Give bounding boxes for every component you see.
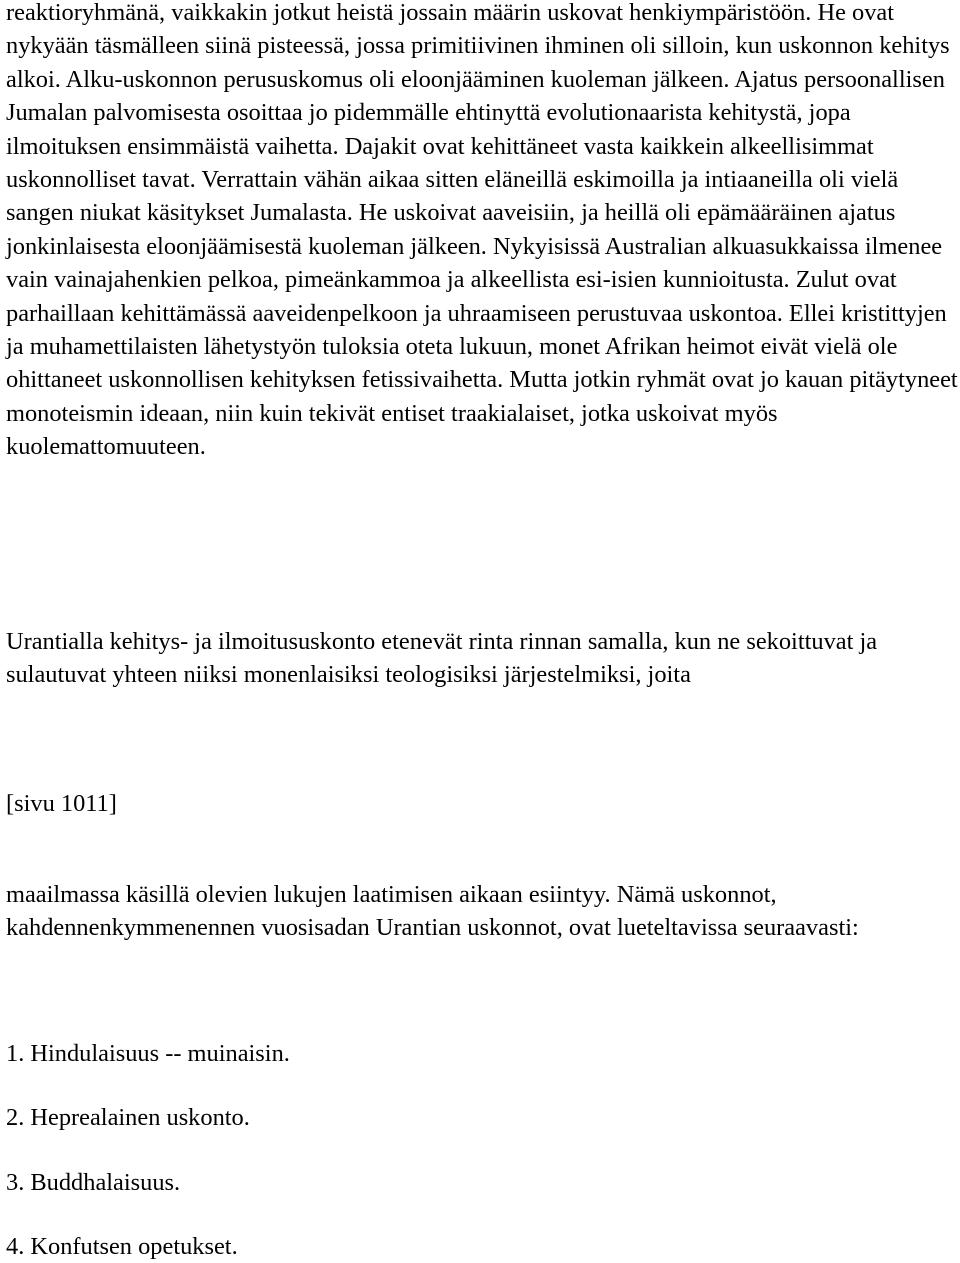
page-marker: [sivu 1011] [6, 790, 117, 817]
list-item-1: 1. Hindulaisuus -- muinaisin. [6, 1040, 290, 1067]
list-item-2: 2. Heprealainen uskonto. [6, 1104, 250, 1131]
list-item-4: 4. Konfutsen opetukset. [6, 1233, 238, 1260]
paragraph-2: Urantialla kehitys- ja ilmoitususkonto etenevät rinta rinnan samalla, kun ne sekoittuvat ja sulautuvat yhteen niiksi monenlaisiksi teologisiksi järjestelmiksi, joita [6, 628, 878, 689]
paragraph-1: reaktioryhmänä, vaikkakin jotkut heistä jossain määrin uskovat henkiympäristöön. He ovat nykyään täsmälleen siinä pisteessä, jossa primitiivinen ihminen oli silloin, kun uskonnon kehitys alkoi. Alku-uskonnon perususkomus oli eloonjääminen kuoleman jälkeen. Ajatus persoonallisen Jumalan palvomisesta osoittaa jo pidemmälle ehtinyttä evolutionaarista kehitystä, jopa ilmoituksen ensimmäistä vaihetta. Dajakit ovat kehittäneet vasta kaikkein alkeellisimmat uskonnolliset tavat. Verrattain vähän aikaa sitten eläneillä eskimoilla ja intiaaneilla oli vielä sangen niukat käsitykset Jumalasta. He uskoivat aaveisiin, ja heillä oli epämääräinen ajatus jonkinlaisesta eloonjäämisestä kuoleman jälkeen. Nykyisissä Australian alkuasukkaissa ilmenee vain vainajahenkien pelkoa, pimeänkammoa ja alkeellista esi-isien kunnioitusta. Zulut ovat parhaillaan kehittämässä aaveidenpelkoon ja uhraamiseen perustuvaa uskontoa. Ellei kristittyjen ja muhamettilaisten lähetystyön tuloksia oteta lukuun, monet Afrikan heimot eivät vielä ole ohittaneet uskonnollisen kehityksen fetissivaihetta. Mutta jotkin ryhmät ovat jo kauan pitäytyneet monoteismin ideaan, niin kuin tekivät entiset traakialaiset, jotka uskoivat myös kuolemattomuuteen. [6, 0, 958, 461]
paragraph-3: maailmassa käsillä olevien lukujen laatimisen aikaan esiintyy. Nämä uskonnot, kahdennenkymmenennen vuosisadan Urantian uskonnot, ovat lueteltavissa seuraavasti: [6, 881, 859, 942]
list-item-3: 3. Buddhalaisuus. [6, 1169, 181, 1196]
